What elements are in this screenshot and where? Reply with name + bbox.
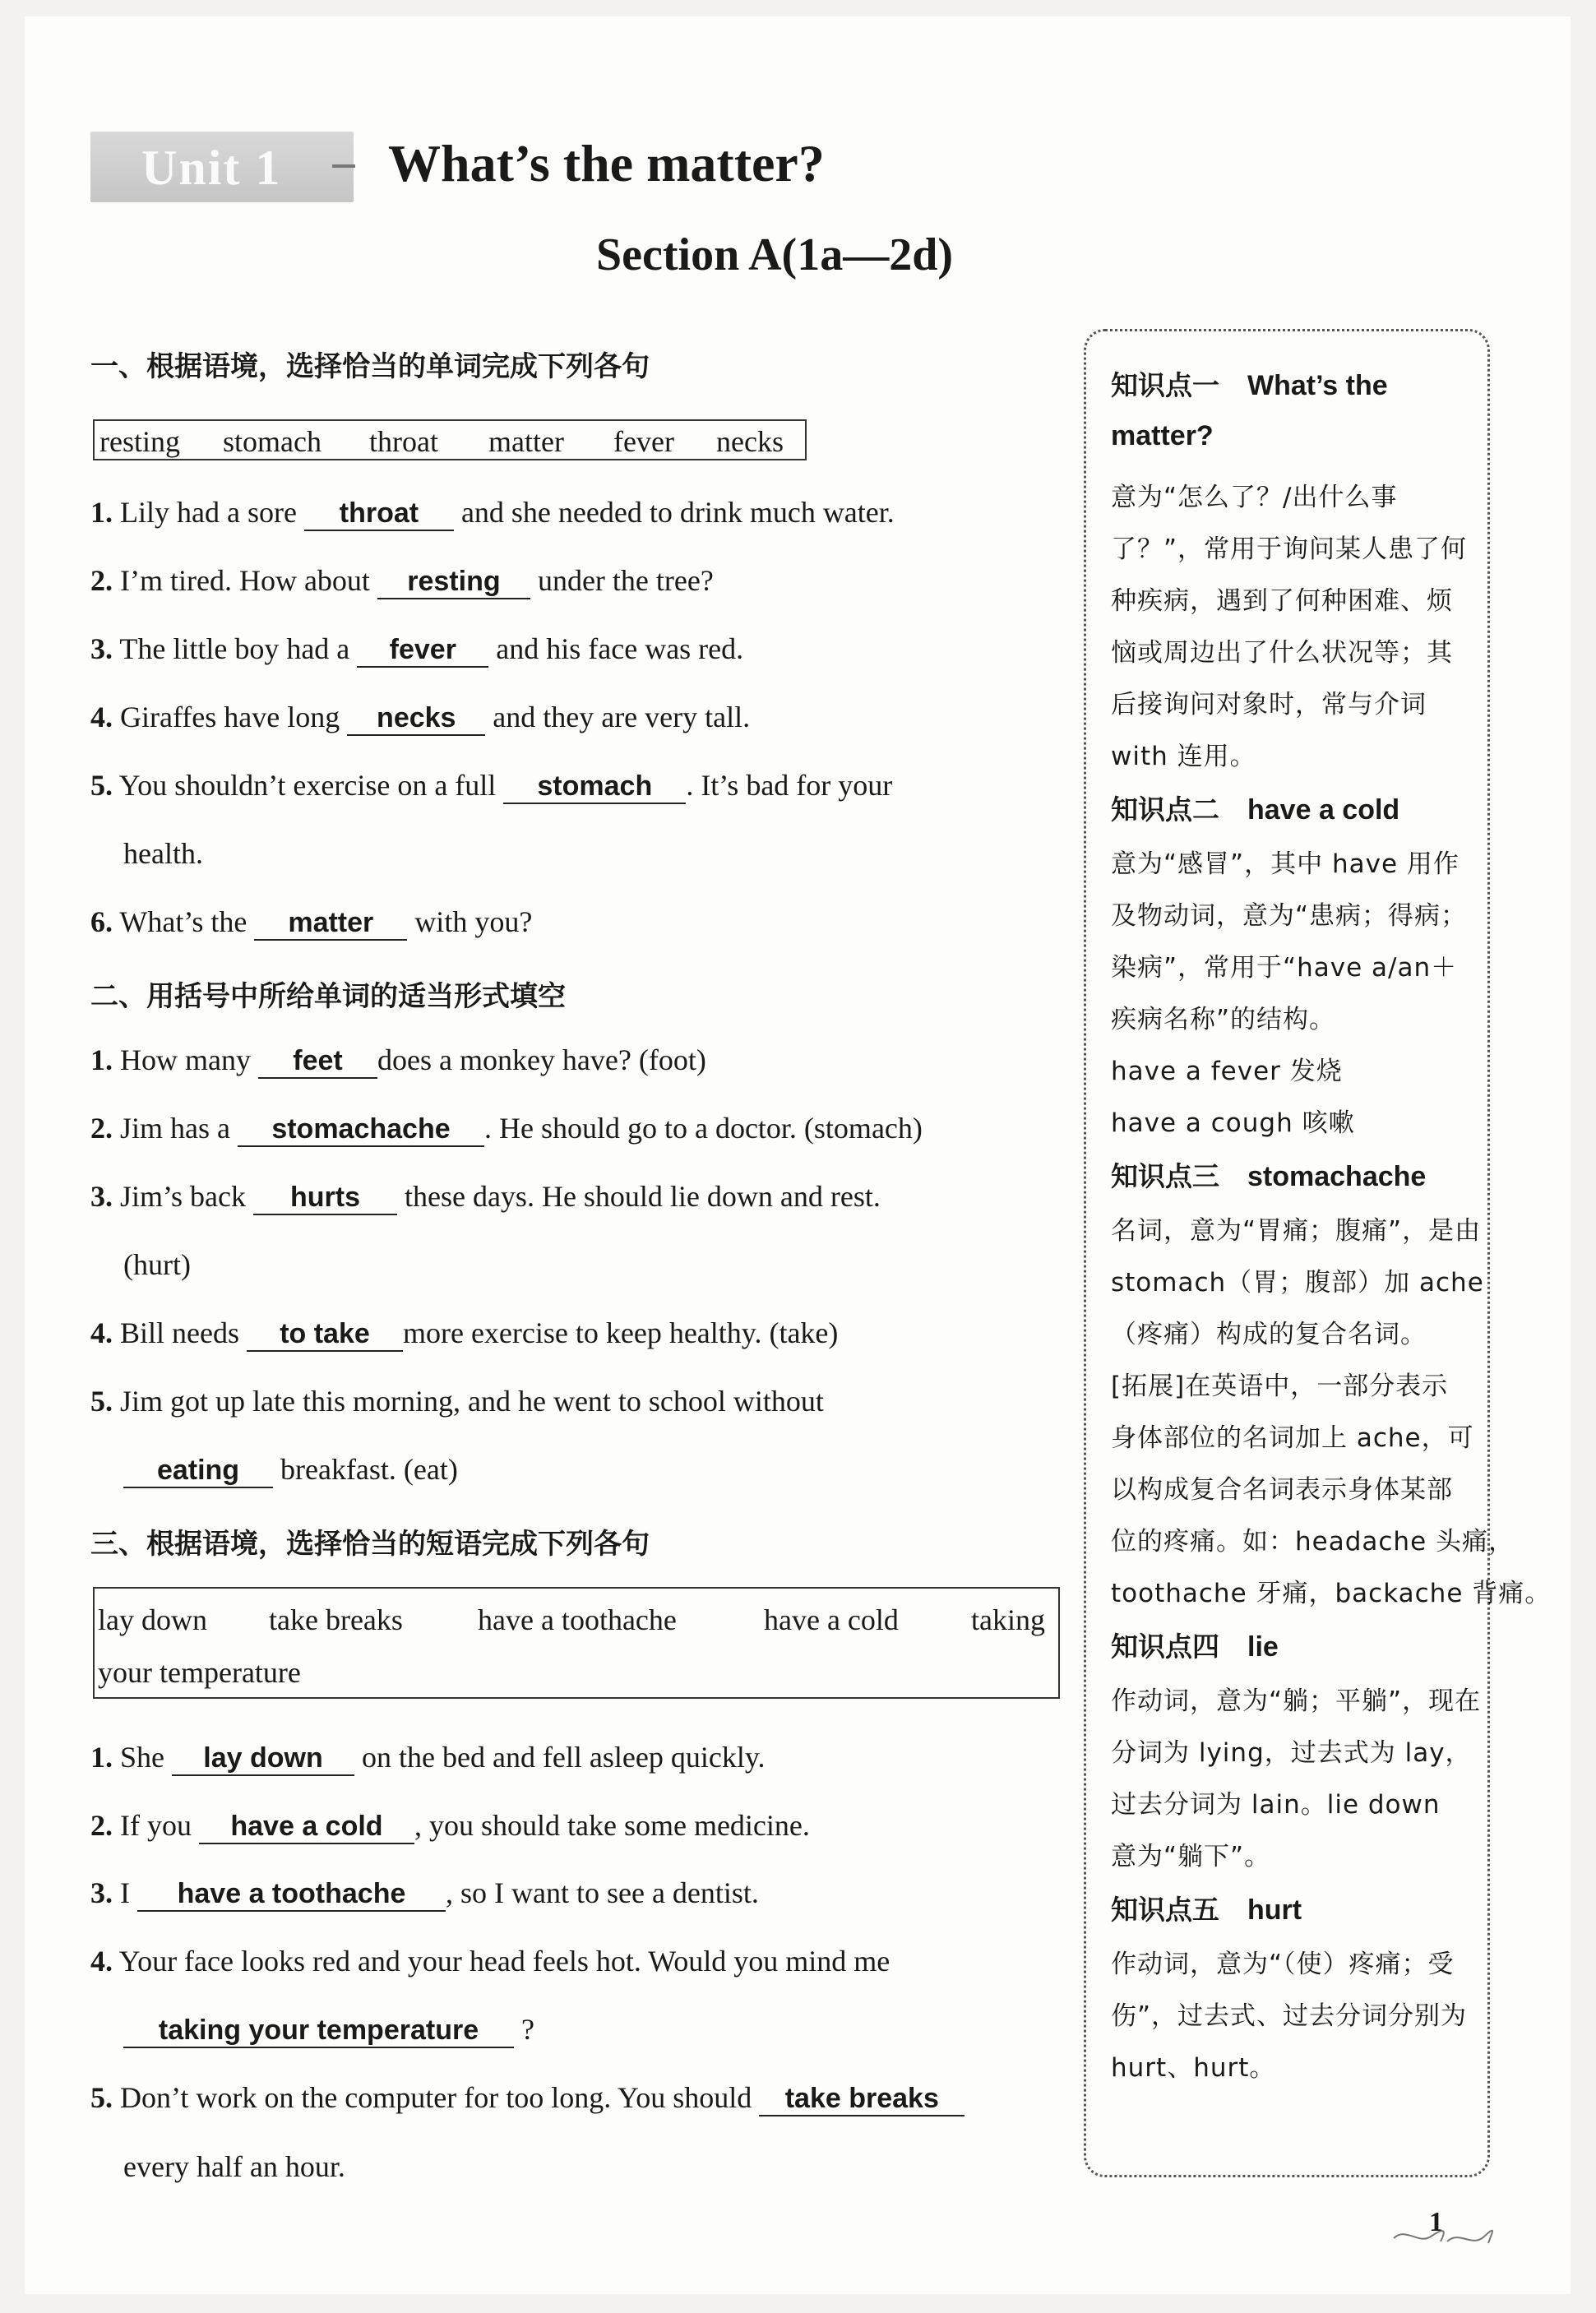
unit-badge (90, 132, 354, 202)
note-heading (1111, 789, 1399, 827)
answer-blank[interactable]: feet (258, 1044, 377, 1079)
question-text: and his face was red. (496, 632, 744, 665)
note-text: 名词，意为“胃痛；腹痛”，是由 (1111, 1216, 1482, 1246)
word-bank-item: stomach (223, 425, 322, 458)
word-bank-item: resting (99, 425, 180, 458)
note-text: 过去分词为 lain。lie down (1111, 1790, 1441, 1820)
word-bank (93, 419, 807, 460)
question-text: , so I want to see a dentist. (446, 1876, 759, 1909)
question-number: 3. (90, 1876, 113, 1909)
question-text: Bill needs (120, 1316, 239, 1349)
question-number: 1. (90, 496, 113, 529)
question-number: 4. (90, 1316, 113, 1349)
question-number: 3. (90, 1180, 113, 1213)
question-number: 5. (90, 2081, 113, 2114)
question-text: . He should go to a doctor. (stomach) (483, 1112, 923, 1145)
question-text: does a monkey have? (foot) (377, 1043, 706, 1076)
question-line (90, 1179, 881, 1215)
question-line (90, 768, 892, 804)
word-bank-item: fever (613, 425, 674, 458)
question-text: under the tree? (537, 564, 714, 597)
question-text: The little boy had a (119, 632, 350, 665)
answer-blank[interactable]: take breaks (759, 2082, 965, 2116)
question-text: I’m tired. How about (120, 564, 370, 597)
question-text: Jim got up late this morning, and he went to school without (120, 1385, 824, 1418)
question-text-continued: (hurt) (123, 1248, 191, 1281)
note-heading (1111, 1155, 1426, 1194)
question-line (90, 1384, 824, 1418)
note-text: 及物动词，意为“患病；得病； (1111, 901, 1468, 931)
question-text: Jim has a (120, 1112, 230, 1145)
question-line (90, 1808, 810, 1844)
note-term: What’s the (1247, 370, 1388, 401)
answer-blank[interactable]: resting (377, 565, 530, 599)
note-text: 染病”，常用于“have a/an＋ (1111, 953, 1458, 983)
knowledge-notes-panel (1084, 329, 1552, 2177)
question-text-continued: health. (123, 837, 203, 870)
question-text: , you should take some medicine. (414, 1809, 810, 1842)
question-number: 3. (90, 632, 113, 665)
question-text: Don’t work on the computer for too long. You should (120, 2081, 752, 2114)
word-bank-item: matter (488, 425, 564, 458)
phrase-bank-item: your temperature (98, 1656, 301, 1689)
answer-blank[interactable]: taking your temperature (123, 2014, 514, 2048)
answer-blank[interactable]: matter (254, 906, 407, 941)
answer-blank[interactable]: hurts (253, 1181, 397, 1215)
note-term: have a cold (1247, 794, 1400, 826)
question-text: Your face looks red and your head feels hot. Would you mind me (118, 1945, 891, 1978)
note-text: [拓展]在英语中，一部分表示 (1111, 1372, 1449, 1401)
question-number: 2. (90, 1112, 113, 1145)
unit-label: Unit 1 (141, 141, 282, 195)
question-number: 1. (90, 1741, 113, 1774)
answer-blank[interactable]: stomach (503, 770, 686, 804)
note-text: 意为“感冒”，其中 have 用作 (1111, 849, 1460, 879)
question-text: Lily had a sore (120, 496, 297, 529)
note-text: （疼痛）构成的复合名词。 (1111, 1320, 1427, 1349)
question-number: 6. (90, 905, 113, 938)
answer-blank[interactable]: have a cold (199, 1810, 414, 1844)
answer-blank[interactable]: lay down (172, 1742, 354, 1776)
word-bank-item: necks (716, 425, 784, 458)
note-text: 分词为 lying，过去式为 lay， (1111, 1738, 1472, 1768)
question-line-continued (123, 2012, 534, 2048)
question-text-continued: every half an hour. (123, 2150, 345, 2183)
note-heading (1111, 1626, 1279, 1664)
note-text: 恼或周边出了什么状况等；其 (1111, 638, 1453, 668)
question-text: on the bed and fell asleep quickly. (362, 1741, 766, 1774)
phrase-bank-item: lay down (98, 1603, 207, 1636)
note-text: 意为“躺下”。 (1111, 1842, 1271, 1871)
question-number: 5. (90, 1385, 113, 1418)
note-label: 知识点一 (1111, 369, 1219, 401)
note-text: 种疾病，遇到了何种困难、烦 (1111, 586, 1453, 616)
question-number: 2. (90, 1809, 113, 1842)
question-number: 4. (90, 1945, 113, 1978)
note-text: hurt、hurt。 (1111, 2053, 1276, 2083)
question-text: If you (120, 1809, 192, 1842)
note-text: stomach（胃；腹部）加 ache (1111, 1268, 1484, 1298)
answer-blank[interactable]: to take (247, 1317, 403, 1352)
word-bank-item: throat (369, 425, 438, 458)
question-line (90, 904, 532, 941)
phrase-bank-item: take breaks (269, 1603, 403, 1636)
question-line (90, 1944, 890, 1978)
question-text: You shouldn’t exercise on a full (118, 769, 497, 802)
note-text: 身体部位的名词加上 ache，可 (1111, 1423, 1474, 1453)
question-line (90, 1111, 923, 1147)
phrase-bank (93, 1587, 1060, 1699)
question-line (90, 631, 743, 668)
question-line-continued (123, 1452, 458, 1488)
question-line (90, 700, 750, 736)
part3-heading: 三、根据语境，选择恰当的短语完成下列各句 (90, 1528, 650, 1561)
question-line (90, 1043, 706, 1079)
question-number: 1. (90, 1043, 113, 1076)
note-text: 了？”，常用于询问某人患了何 (1111, 534, 1468, 564)
note-label: 知识点三 (1111, 1160, 1219, 1192)
question-text: I (120, 1876, 130, 1909)
answer-blank[interactable]: stomachache (238, 1113, 484, 1147)
question-text: more exercise to keep healthy. (take) (402, 1316, 839, 1349)
question-text: these days. He should lie down and rest. (404, 1180, 881, 1213)
note-text: toothache 牙痛，backache 背痛。 (1111, 1579, 1552, 1608)
note-text: 作动词，意为“躺；平躺”，现在 (1111, 1686, 1482, 1716)
phrase-bank-item: have a cold (764, 1603, 899, 1636)
note-text: have a fever 发烧 (1111, 1057, 1343, 1086)
question-line (90, 1876, 759, 1912)
unit-title: What’s the matter? (388, 134, 825, 192)
question-text: What’s the (119, 905, 247, 938)
question-line (90, 495, 895, 531)
question-text: . It’s bad for your (686, 769, 893, 802)
note-label: 知识点二 (1111, 793, 1219, 826)
question-text: Jim’s back (120, 1180, 246, 1213)
note-heading (1111, 364, 1388, 403)
question-number: 4. (90, 701, 113, 733)
question-line (90, 1316, 838, 1352)
answer-blank[interactable]: necks (347, 701, 485, 736)
note-label: 知识点四 (1111, 1631, 1219, 1663)
page-number: 1 (1429, 2207, 1443, 2237)
question-number: 2. (90, 564, 113, 597)
question-number: 5. (90, 769, 113, 802)
phrase-bank-item: taking (971, 1603, 1045, 1636)
note-text: 伤”，过去式、过去分词分别为 (1111, 2001, 1468, 2031)
question-line (90, 563, 714, 599)
phrase-bank-item: have a toothache (478, 1603, 677, 1636)
note-text: with 连用。 (1111, 742, 1256, 771)
note-text: 作动词，意为“（使）疼痛；受 (1111, 1950, 1455, 1979)
section-title: Section A(1a—2d) (596, 229, 953, 280)
question-line (90, 1740, 766, 1776)
note-term: matter? (1111, 420, 1214, 451)
question-text: and they are very tall. (493, 701, 751, 733)
note-text: 位的疼痛。如：headache 头痛， (1111, 1527, 1515, 1557)
badge-dash (332, 164, 355, 168)
question-text: How many (120, 1043, 251, 1076)
note-text: 以构成复合名词表示身体某部 (1111, 1475, 1453, 1505)
question-text: Giraffes have long (120, 701, 340, 733)
question-text: and she needed to drink much water. (460, 496, 895, 529)
answer-blank[interactable]: have a toothache (137, 1877, 446, 1912)
note-term: stomachache (1247, 1161, 1427, 1192)
note-text: 后接询问对象时，常与介词 (1111, 690, 1427, 719)
note-text: 疾病名称”的结构。 (1111, 1005, 1336, 1034)
note-term: lie (1247, 1631, 1279, 1663)
question-text: She (120, 1741, 164, 1774)
answer-blank[interactable]: fever (357, 633, 488, 668)
part1-heading: 一、根据语境，选择恰当的单词完成下列各句 (90, 350, 650, 383)
question-line (90, 2080, 965, 2116)
answer-blank[interactable]: throat (304, 497, 454, 531)
part2-heading: 二、用括号中所给单词的适当形式填空 (90, 980, 566, 1013)
note-term: hurt (1247, 1894, 1302, 1926)
answer-blank[interactable]: eating (123, 1454, 273, 1488)
ornament-icon (1390, 2220, 1497, 2253)
question-text: with you? (414, 905, 533, 938)
question-text: ? (521, 2013, 534, 2046)
note-text: have a cough 咳嗽 (1111, 1108, 1355, 1138)
note-label: 知识点五 (1111, 1894, 1219, 1926)
question-text: breakfast. (eat) (280, 1453, 458, 1486)
note-text: 意为“怎么了？/出什么事 (1111, 483, 1398, 512)
note-heading (1111, 1889, 1302, 1927)
